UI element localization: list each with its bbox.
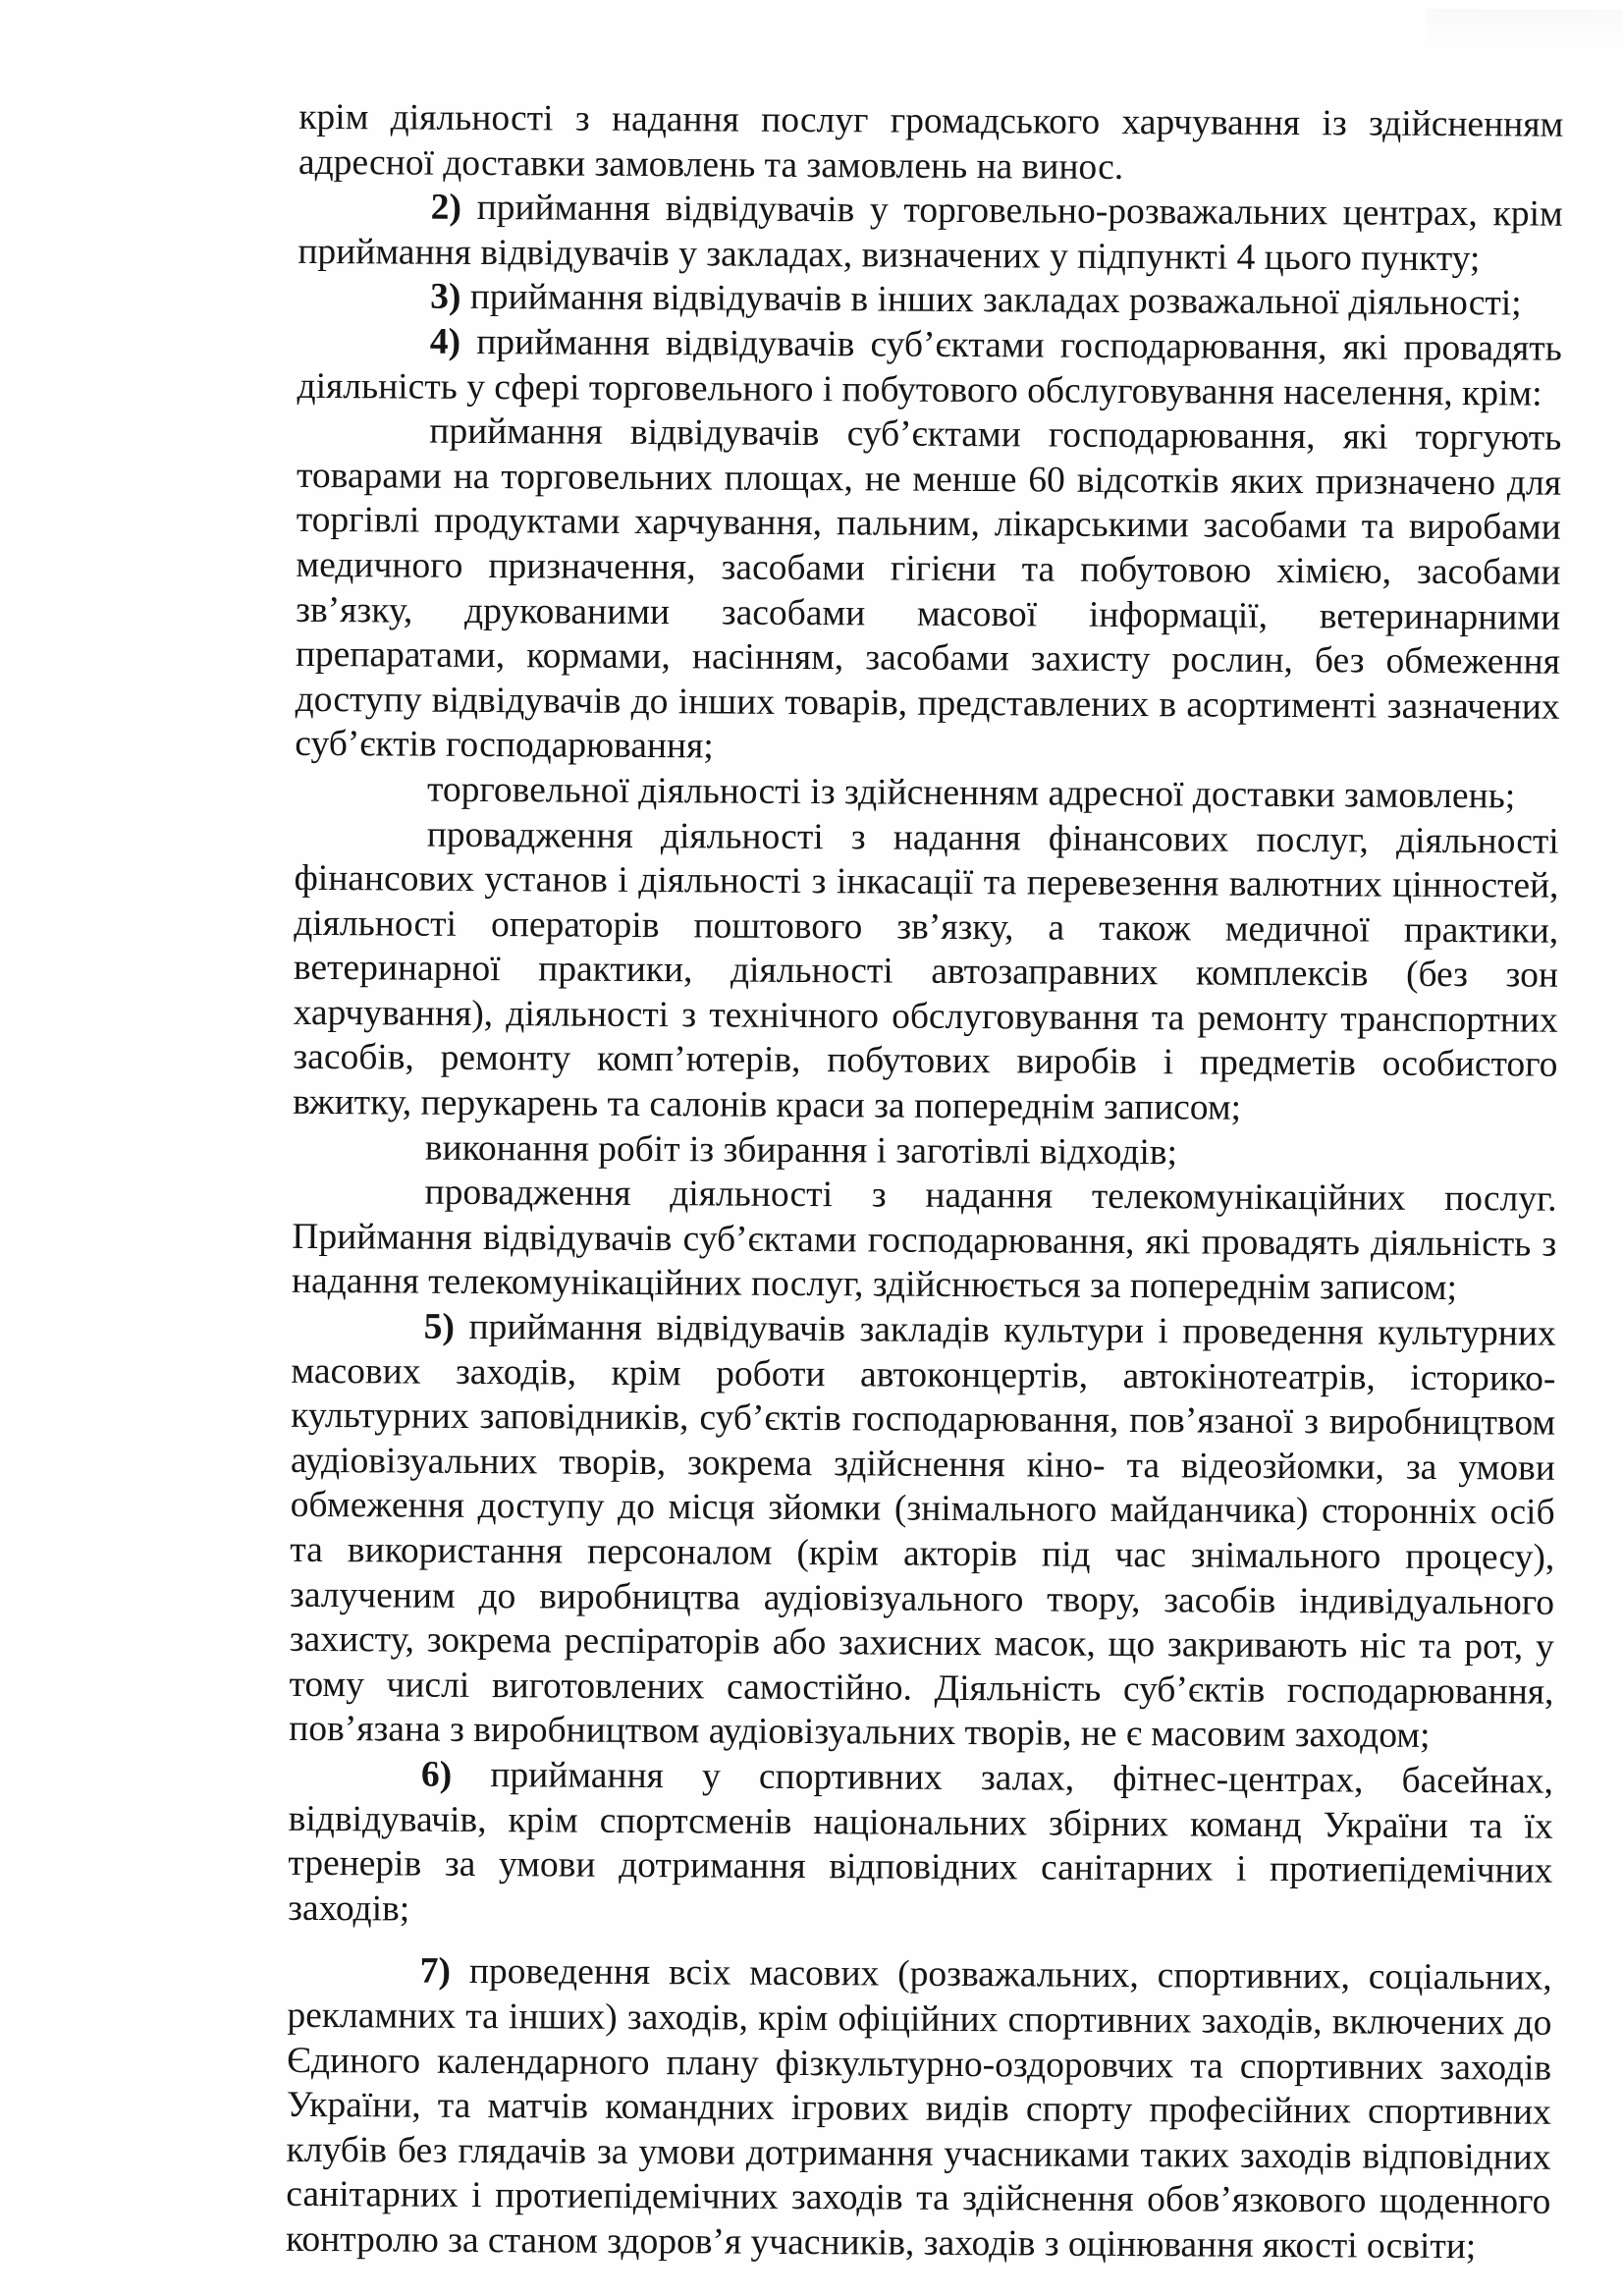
- paragraph-text: приймання відвідувачів в інших закладах розважальної діяльності;: [460, 277, 1522, 324]
- paragraph-text: виконання робіт із збирання і заготівлі відходів;: [424, 1127, 1178, 1174]
- paragraph-exception-waste: [293, 1124, 1557, 1176]
- paragraph-text: приймання відвідувачів у торговельно-розважальних центрах, крім приймання відвідувачів у закладах, визначених у підпункті 4 цього пункту;: [298, 188, 1563, 279]
- item-number: 4): [429, 321, 461, 362]
- paragraph-exception-telecom: [292, 1170, 1557, 1312]
- paragraph-text: приймання відвідувачів закладів культури і проведення культурних масових заходів, крім роботи автоконцертів, автокінотеатрів, історико-культурних заповідників, суб’єктів господарювання, пов’язаної з виробництвом аудіовізуальних творів, зокрема здійснення кіно- та відеозйомки, за умови обмеження доступу до місця зйомки (знімального майданчика) сторонніх осіб та використання персоналом (крім акторів під час знімального процесу), залученим до виробництва аудіовізуального твору, засобів індивідуального захисту, зокрема респіраторів або захисних масок, що закривають ніс та рот, у тому числі виготовлених самостійно. Діяльність суб’єктів господарювання, пов’язана з виробництвом аудіовізуальних творів, не є масовим заходом;: [289, 1306, 1556, 1757]
- item-number: 6): [420, 1754, 453, 1795]
- paragraph-text: приймання у спортивних залах, фітнес-центрах, басейнах, відвідувачів, крім спортсменів національних збірних команд України та їх тренерів за умови дотримання відповідних санітарних і протиепідемічних заходів;: [288, 1754, 1554, 1930]
- paragraph-text: приймання відвідувачів суб’єктами господарювання, які торгують товарами на торговельних площах, не менше 60 відсотків яких призначено для торгівлі продуктами харчування, пальним, лікарськими засобами та виробами медичного призначення, засобами гігієни та побутовою хімією, засобами зв’язку, друкованими засобами масової інформації, ветеринарними препаратами, кормами, насінням, засобами захисту рослин, без обмеження доступу відвідувачів до інших товарів, представлених в асортименті зазначених суб’єктів господарювання;: [295, 410, 1562, 767]
- paragraph-exception-delivery: [295, 767, 1559, 819]
- item-number: 7): [419, 1950, 452, 1993]
- paragraph-item-4: [297, 319, 1562, 416]
- paragraph-text: приймання відвідувачів суб’єктами господарювання, які провадять діяльність у сфері торговельного і побутового обслуговування населення, крім:: [297, 321, 1562, 414]
- paragraph-text: проведення всіх масових (розважальних, спортивних, соціальних, рекламних та інших) заходів, крім офіційних спортивних заходів, включених до Єдиного календарного плану фізкультурно-оздоровчих та спортивних заходів України, та матчів командних ігрових видів спорту професійних спортивних клубів без глядачів за умови дотримання учасниками таких заходів відповідних санітарних і протиепідемічних заходів та здійснення обов’язкового щоденного контролю за станом здоров’я учасників, заходів з оцінювання якості освіти;: [285, 1951, 1552, 2268]
- document-body: [286, 95, 1563, 2269]
- item-number: 5): [423, 1306, 456, 1347]
- paragraph-text: провадження діяльності з надання фінансових послуг, діяльності фінансових установ і діяльності з інкасації та перевезення валютних цінностей, діяльності операторів поштового зв’язку, а також медичної практики, ветеринарної практики, діяльності автозаправних комплексів (без зон харчування), діяльності з технічного обслуговування та ремонту транспортних засобів, ремонту комп’ютерів, побутових виробів і предметів особистого вжитку, перукарень та салонів краси за попереднім записом;: [293, 814, 1559, 1128]
- paragraph-item-7: [286, 1948, 1552, 2269]
- scan-artifact: [1427, 9, 1623, 49]
- paragraph-exception-trade: [295, 409, 1561, 775]
- paragraph-item-2: [298, 185, 1563, 282]
- item-number: 2): [430, 187, 462, 229]
- paragraph-item-5: [289, 1304, 1556, 1760]
- item-number: 3): [430, 277, 461, 318]
- paragraph-item-3: [298, 274, 1562, 326]
- paragraph-continuation: [298, 95, 1564, 192]
- paragraph-item-6: [288, 1752, 1553, 1939]
- paragraph-text: крім діяльності з надання послуг громадського харчування із здійсненням адресної доставки замовлень та замовлень на винос.: [298, 96, 1564, 188]
- paragraph-text: провадження діяльності з надання телекомунікаційних послуг. Приймання відвідувачів суб’єктами господарювання, які провадять діяльність з надання телекомунікаційних послуг, здійснюється за попереднім записом;: [291, 1172, 1557, 1309]
- paragraph-text: торговельної діяльності із здійсненням адресної доставки замовлень;: [426, 769, 1516, 817]
- paragraph-exception-services: [293, 811, 1559, 1132]
